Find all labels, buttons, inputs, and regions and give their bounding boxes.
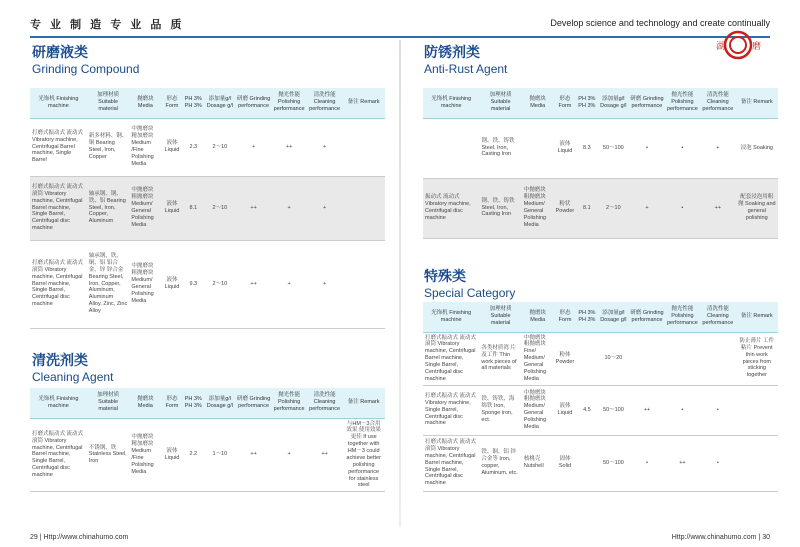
page-gutter [399, 40, 401, 527]
cell-media: 中抛磨块 精加磨块 Medium /Fine Polishing Media [129, 118, 161, 176]
column-header-suitable-material: 加理材质 Suitable material [87, 88, 130, 118]
cell-form: 粉体 Powder [554, 332, 577, 385]
column-header-remark: 备注 Remark [736, 88, 778, 118]
column-header-grinding: 研磨 Grinding performance [629, 88, 664, 118]
column-header-cleaning: 清洗性能 Cleaning performance [307, 388, 343, 418]
cell-form: 液体 Liquid [161, 240, 182, 328]
column-header-form: 形态 Form [554, 302, 577, 332]
column-header-grinding: 研磨 Grinding performance [629, 302, 664, 332]
grinding-table [30, 88, 385, 329]
cell-remark: 配套浸泡用粗抛 Soaking and general polishing [736, 178, 778, 238]
table-row [423, 178, 778, 238]
cell-cleaning: • [700, 385, 735, 435]
column-header-dosage: 添加量g/l Dosage g/l [204, 388, 236, 418]
header-tagline: Develop science and technology and create continually [550, 18, 770, 28]
cell-ph [576, 332, 597, 385]
column-header-suitable-material: 加理材质 Suitable material [87, 388, 130, 418]
cell-dosage: 10～20 [597, 332, 629, 385]
cell-grinding: ++ [236, 240, 272, 328]
cell-cleaning: ++ [700, 178, 735, 238]
cell-media: 核桃壳 Nutshell [522, 435, 554, 491]
column-header-polishing: 抛光性能 Polishing performance [665, 302, 700, 332]
page-header [30, 6, 770, 38]
cell-remark: 防止薄片 工件粘片 Prevent thin work pieces from sticking together [736, 332, 778, 385]
cell-media: 中抛磨块 精加磨块 Medium /Fine Polishing Media [129, 418, 161, 492]
cell-remark [736, 435, 778, 491]
column-header-media: 抛磨块 Media [522, 302, 554, 332]
table-row [423, 332, 778, 385]
cell-cleaning: + [307, 240, 343, 328]
column-header-polishing: 抛光性能 Polishing performance [271, 388, 307, 418]
cell-grinding [629, 332, 664, 385]
cell-material: 轴承钢、钢、铁、铝 Bearing Steel, Iron, Copper, Aluminum [87, 176, 130, 240]
cell-polishing: + [271, 418, 307, 492]
cell-cleaning [700, 332, 735, 385]
cell-grinding: • [629, 118, 664, 178]
cell-machine: 打磨式振动式 流动式 Vibratory machine, Single Barrel, Centrifugal disc machine [423, 385, 479, 435]
cell-remark [342, 240, 385, 328]
table-row [30, 118, 385, 176]
cell-media: 中抛磨块 粗抛磨块 Medium/ General Polishing Media [129, 176, 161, 240]
table-header-row [30, 388, 385, 418]
cell-grinding: + [236, 118, 272, 176]
column-header-dosage: 添加量g/l Dosage g/l [597, 88, 629, 118]
cell-cleaning: + [307, 118, 343, 176]
column-header-media: 抛磨块 Media [522, 88, 554, 118]
cell-ph [576, 435, 597, 491]
column-header-remark: 备注 Remark [342, 88, 385, 118]
cell-remark [736, 385, 778, 435]
cell-remark: 与HM－3合用效果 使用效果更佳 If use together with HM－3 could achieve better polishing performance for stainless steel [342, 418, 385, 492]
column-header-cleaning: 清洗性能 Cleaning performance [700, 302, 735, 332]
cell-ph: 2.2 [183, 418, 204, 492]
cell-dosage: 2～10 [204, 176, 236, 240]
cell-form: 液体 Liquid [554, 118, 577, 178]
column-header-finishing-machine: 光饰机 Finishing machine [423, 302, 479, 332]
column-header-finishing-machine: 光饰机 Finishing machine [423, 88, 479, 118]
cleaning-title-en: Cleaning Agent [32, 370, 114, 384]
column-header-ph: PH 3% PH 3% [183, 88, 204, 118]
grinding-title-cn: 研磨液类 [32, 44, 88, 60]
cell-polishing: • [665, 118, 700, 178]
logo-left-char: 湖 [716, 42, 726, 52]
company-logo [708, 26, 768, 64]
cell-machine: 打磨式振动式 流动式滚筒 Vibratory machine, Centrifugal Barrel machine, Single Barrel, Centrifugal disc machine [423, 435, 479, 491]
cell-dosage: 2～10 [204, 240, 236, 328]
cell-form: 固体 Solid [554, 435, 577, 491]
column-header-form: 形态 Form [161, 88, 182, 118]
table-row [423, 435, 778, 491]
cell-media: 中抛磨块 粗抛磨块 Medium/ General Polishing Media [522, 385, 554, 435]
special-section-title [424, 266, 515, 300]
column-header-finishing-machine: 光饰机 Finishing machine [30, 88, 87, 118]
column-header-remark: 备注 Remark [342, 388, 385, 418]
cell-ph: 8.1 [183, 176, 204, 240]
grinding-title-en: Grinding Compound [32, 62, 140, 76]
header-slogan: 专 业 制 造 专 业 品 质 [30, 19, 185, 31]
special-table [423, 302, 778, 492]
column-header-grinding: 研磨 Grinding performance [236, 88, 272, 118]
cell-remark: 浸泡 Soaking [736, 118, 778, 178]
cell-ph: 2.3 [183, 118, 204, 176]
cell-media: 中抛磨块 粗抛磨块 Medium/ General Polishing Media [522, 178, 554, 238]
cell-cleaning: + [307, 176, 343, 240]
grinding-section-title [32, 42, 139, 76]
table-row [423, 385, 778, 435]
footer-left: 29 | Http://www.chinahumo.com [30, 534, 129, 541]
cell-form: 液体 Liquid [161, 176, 182, 240]
cell-cleaning: • [700, 435, 735, 491]
cell-machine: 振动式 流动式 Vibratory machine, Centrifugal disc machine [423, 178, 479, 238]
cell-form: 液体 Liquid [161, 418, 182, 492]
cell-media: 中抛磨块 粗抛磨块 Medium/ General Polishing Media [129, 240, 161, 328]
column-header-polishing: 抛光性能 Polishing performance [665, 88, 700, 118]
table-header-row [30, 88, 385, 118]
table-row [30, 176, 385, 240]
table-row [30, 418, 385, 492]
cell-dosage: 1～10 [204, 418, 236, 492]
cell-cleaning: + [700, 118, 735, 178]
column-header-form: 形态 Form [554, 88, 577, 118]
special-title-en: Special Category [424, 286, 516, 300]
cell-remark [342, 176, 385, 240]
cell-machine: 打磨式振动式 流动式滚筒 Vibratory machine, Centrifugal Barrel machine, Single Barrel, Centrifugal disc machine [30, 418, 87, 492]
table-row [30, 240, 385, 328]
cell-form: 液体 Liquid [554, 385, 577, 435]
logo-right-char: 磨 [752, 42, 762, 52]
cell-machine: 打磨式振动式 流动式滚筒 Vibratory machine, Centrifugal Barrel machine, Single Barrel, Centrifugal disc machine [30, 176, 87, 240]
cell-material: 铁、铜、铝 锌合金等 Iron, copper, Aluminum, etc. [479, 435, 521, 491]
cell-ph: 8.3 [576, 118, 597, 178]
cell-polishing: • [665, 385, 700, 435]
table-header-row [423, 302, 778, 332]
cell-material: 新多材料、钢、铜 Bearing Steel, Iron, Copper [87, 118, 130, 176]
cell-ph: 4.5 [576, 385, 597, 435]
cleaning-table [30, 388, 385, 492]
cell-polishing: • [665, 178, 700, 238]
column-header-cleaning: 清洗性能 Cleaning performance [700, 88, 735, 118]
cell-remark [342, 118, 385, 176]
cell-material: 铁、铸铁、海绵铁 Iron, Sponge iron, ect. [479, 385, 521, 435]
column-header-grinding: 研磨 Grinding performance [236, 388, 272, 418]
footer-right: Http://www.chinahumo.com | 30 [671, 534, 770, 541]
cell-material: 各类材质湾 片及工件 Thin work pieces of all materials [479, 332, 521, 385]
cell-dosage: 50～100 [597, 118, 629, 178]
cell-grinding: ++ [236, 176, 272, 240]
cell-polishing: ++ [665, 435, 700, 491]
cell-polishing: ++ [271, 118, 307, 176]
table-row [423, 118, 778, 178]
cell-machine: 打磨式振动式 流动式滚筒 Vibratory machine, Centrifugal Barrel machine, Single Barrel, Centrifugal disc machine [30, 240, 87, 328]
column-header-form: 形态 Form [161, 388, 182, 418]
antirust-table [423, 88, 778, 239]
cell-dosage: 50～100 [597, 435, 629, 491]
column-header-remark: 备注 Remark [736, 302, 778, 332]
antirust-section-title [424, 42, 507, 76]
cell-grinding: ++ [629, 385, 664, 435]
cell-machine [423, 118, 479, 178]
column-header-ph: PH 3% PH 3% [576, 302, 597, 332]
cell-ph: 9.3 [183, 240, 204, 328]
cell-cleaning: ++ [307, 418, 343, 492]
column-header-dosage: 添加量g/l Dosage g/l [597, 302, 629, 332]
column-header-finishing-machine: 光饰机 Finishing machine [30, 388, 87, 418]
cell-dosage: 2～10 [597, 178, 629, 238]
column-header-ph: PH 3% PH 3% [183, 388, 204, 418]
cell-material: 钢、铁、铸铁 Steel, Iron, Casting Iron [479, 178, 521, 238]
cell-form: 液体 Liquid [161, 118, 182, 176]
cleaning-section-title [32, 350, 113, 384]
cell-material: 不锈钢、铁 Stainless Steel, Iron [87, 418, 130, 492]
table-header-row [423, 88, 778, 118]
cell-grinding: • [629, 435, 664, 491]
column-header-suitable-material: 加理材质 Suitable material [479, 302, 521, 332]
cell-media [522, 118, 554, 178]
cell-material: 钢、铁、铸铁 Steel, Iron, Casting Iron [479, 118, 521, 178]
cell-dosage: 50～100 [597, 385, 629, 435]
cell-polishing: + [271, 240, 307, 328]
column-header-suitable-material: 加理材质 Suitable material [479, 88, 521, 118]
cell-media: 中抛磨块 粗抛磨块 Fine/ Medium/ General Polishing Media [522, 332, 554, 385]
cell-grinding: ++ [236, 418, 272, 492]
cell-machine: 打磨式振动式 流动式 Vibratory machine, Centrifugal Barrel machine, Single Barrel [30, 118, 87, 176]
cell-dosage: 2～10 [204, 118, 236, 176]
cell-form: 粉状 Powder [554, 178, 577, 238]
column-header-polishing: 抛光性能 Polishing performance [271, 88, 307, 118]
cell-material: 轴承钢、铁、铜、铝 铝合金、锌 锌合金 Bearing Steel, Iron, Copper, Aluminum, Aluminum Alloy, Zinc, Zinc Alloy [87, 240, 130, 328]
cell-machine: 打磨式振动式 流动式滚筒 Vibratory machine, Centrifugal Barrel machine, Single Barrel, Centrifugal disc machine [423, 332, 479, 385]
cell-polishing [665, 332, 700, 385]
column-header-media: 抛磨块 Media [129, 88, 161, 118]
cell-polishing: + [271, 176, 307, 240]
column-header-media: 抛磨块 Media [129, 388, 161, 418]
special-title-cn: 特殊类 [424, 268, 466, 284]
antirust-title-en: Anti-Rust Agent [424, 62, 508, 76]
cell-grinding: + [629, 178, 664, 238]
column-header-cleaning: 清洗性能 Cleaning performance [307, 88, 343, 118]
column-header-ph: PH 3% PH 3% [576, 88, 597, 118]
column-header-dosage: 添加量g/l Dosage g/l [204, 88, 236, 118]
antirust-title-cn: 防锈剂类 [424, 44, 480, 60]
cleaning-title-cn: 清洗剂类 [32, 352, 88, 368]
cell-ph: 8.1 [576, 178, 597, 238]
